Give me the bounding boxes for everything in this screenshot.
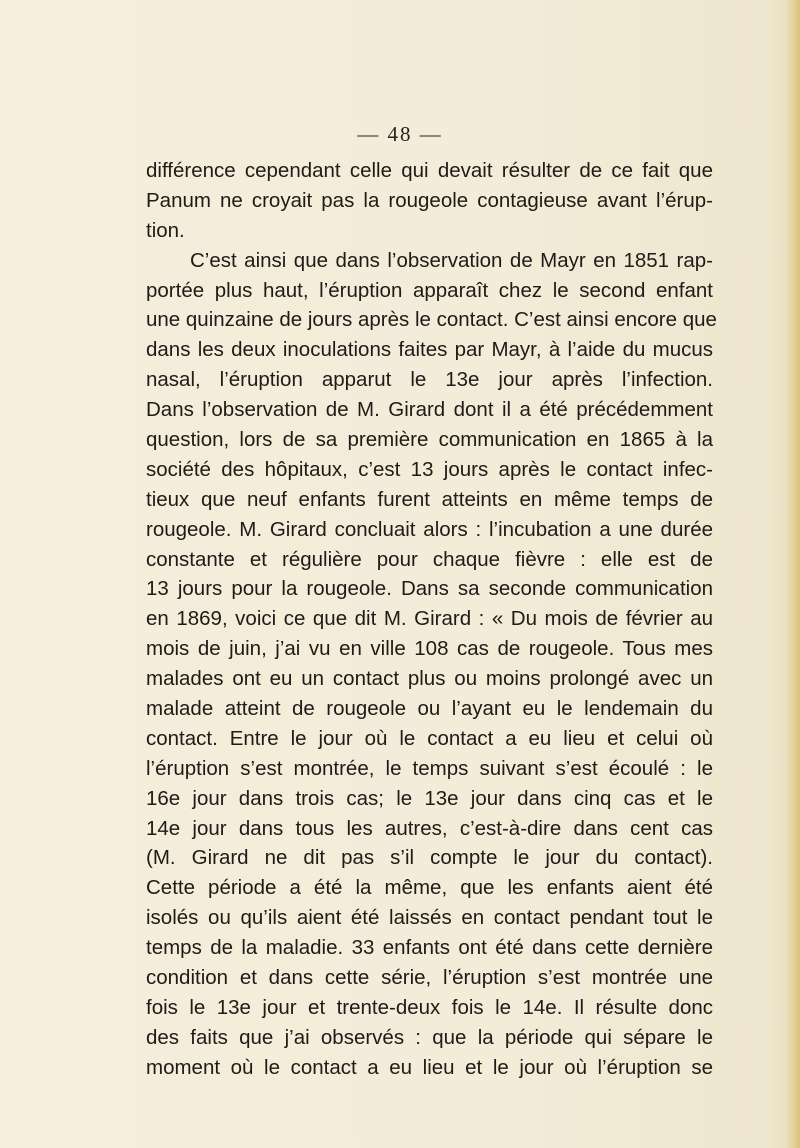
text-line: des faits que j’ai observés : que la période qui sépare le xyxy=(146,1025,713,1049)
text-line: fois le 13e jour et trente-deux fois le 14e. Il résulte donc xyxy=(146,995,713,1019)
text-line: tion. xyxy=(146,218,185,242)
text-line: en 1869, voici ce que dit M. Girard : « Du mois de février au xyxy=(146,607,713,631)
text-line: une quinzaine de jours après le contact. C’est ainsi encore que xyxy=(146,308,717,332)
text-line: rougeole. M. Girard concluait alors : l’incubation a une durée xyxy=(146,517,713,541)
text-line: Panum ne croyait pas la rougeole contagieuse avant l’érup- xyxy=(146,188,713,212)
text-line: 13 jours pour la rougeole. Dans sa seconde communication xyxy=(146,577,713,601)
text-line: 16e jour dans trois cas; le 13e jour dans cinq cas et le xyxy=(146,786,713,810)
text-line: question, lors de sa première communication en 1865 à la xyxy=(146,428,713,452)
text-line: portée plus haut, l’éruption apparaît chez le second enfant xyxy=(146,278,713,302)
text-line: dans les deux inoculations faites par Mayr, à l’aide du mucus xyxy=(146,338,713,362)
text-line: Dans l’observation de M. Girard dont il a été précédemment xyxy=(146,398,713,422)
text-line: moment où le contact a eu lieu et le jour où l’éruption se xyxy=(146,1055,713,1079)
text-line: différence cependant celle qui devait résulter de ce fait que xyxy=(146,159,713,182)
page-number: — 48 — xyxy=(357,122,443,146)
text-line: 14e jour dans tous les autres, c’est-à-dire dans cent cas xyxy=(146,816,713,840)
page-edge-discoloration xyxy=(786,0,800,1148)
text-line: mois de juin, j’ai vu en ville 108 cas de rougeole. Tous mes xyxy=(146,637,713,661)
text-line: malade atteint de rougeole ou l’ayant eu le lendemain du xyxy=(146,697,713,721)
text-line: temps de la maladie. 33 enfants ont été dans cette dernière xyxy=(146,936,713,960)
text-line: C’est ainsi que dans l’observation de Mayr en 1851 rap- xyxy=(190,248,713,272)
text-line: isolés ou qu’ils aient été laissés en contact pendant tout le xyxy=(146,906,713,930)
text-line: Cette période a été la même, que les enfants aient été xyxy=(146,876,713,900)
text-line: condition et dans cette série, l’éruption s’est montrée une xyxy=(146,966,713,990)
text-line: contact. Entre le jour où le contact a eu lieu et celui où xyxy=(146,726,713,750)
text-line: tieux que neuf enfants furent atteints en même temps de xyxy=(146,487,713,511)
text-line: constante et régulière pour chaque fièvre : elle est de xyxy=(146,547,713,571)
text-line: malades ont eu un contact plus ou moins prolongé avec un xyxy=(146,667,713,691)
text-line: nasal, l’éruption apparut le 13e jour après l’infection. xyxy=(146,368,713,392)
text-line: (M. Girard ne dit pas s’il compte le jour du contact). xyxy=(146,846,713,870)
text-line: l’éruption s’est montrée, le temps suivant s’est écoulé : le xyxy=(146,756,713,780)
text-line: société des hôpitaux, c’est 13 jours après le contact infec- xyxy=(146,457,713,481)
body-text xyxy=(146,156,717,1083)
